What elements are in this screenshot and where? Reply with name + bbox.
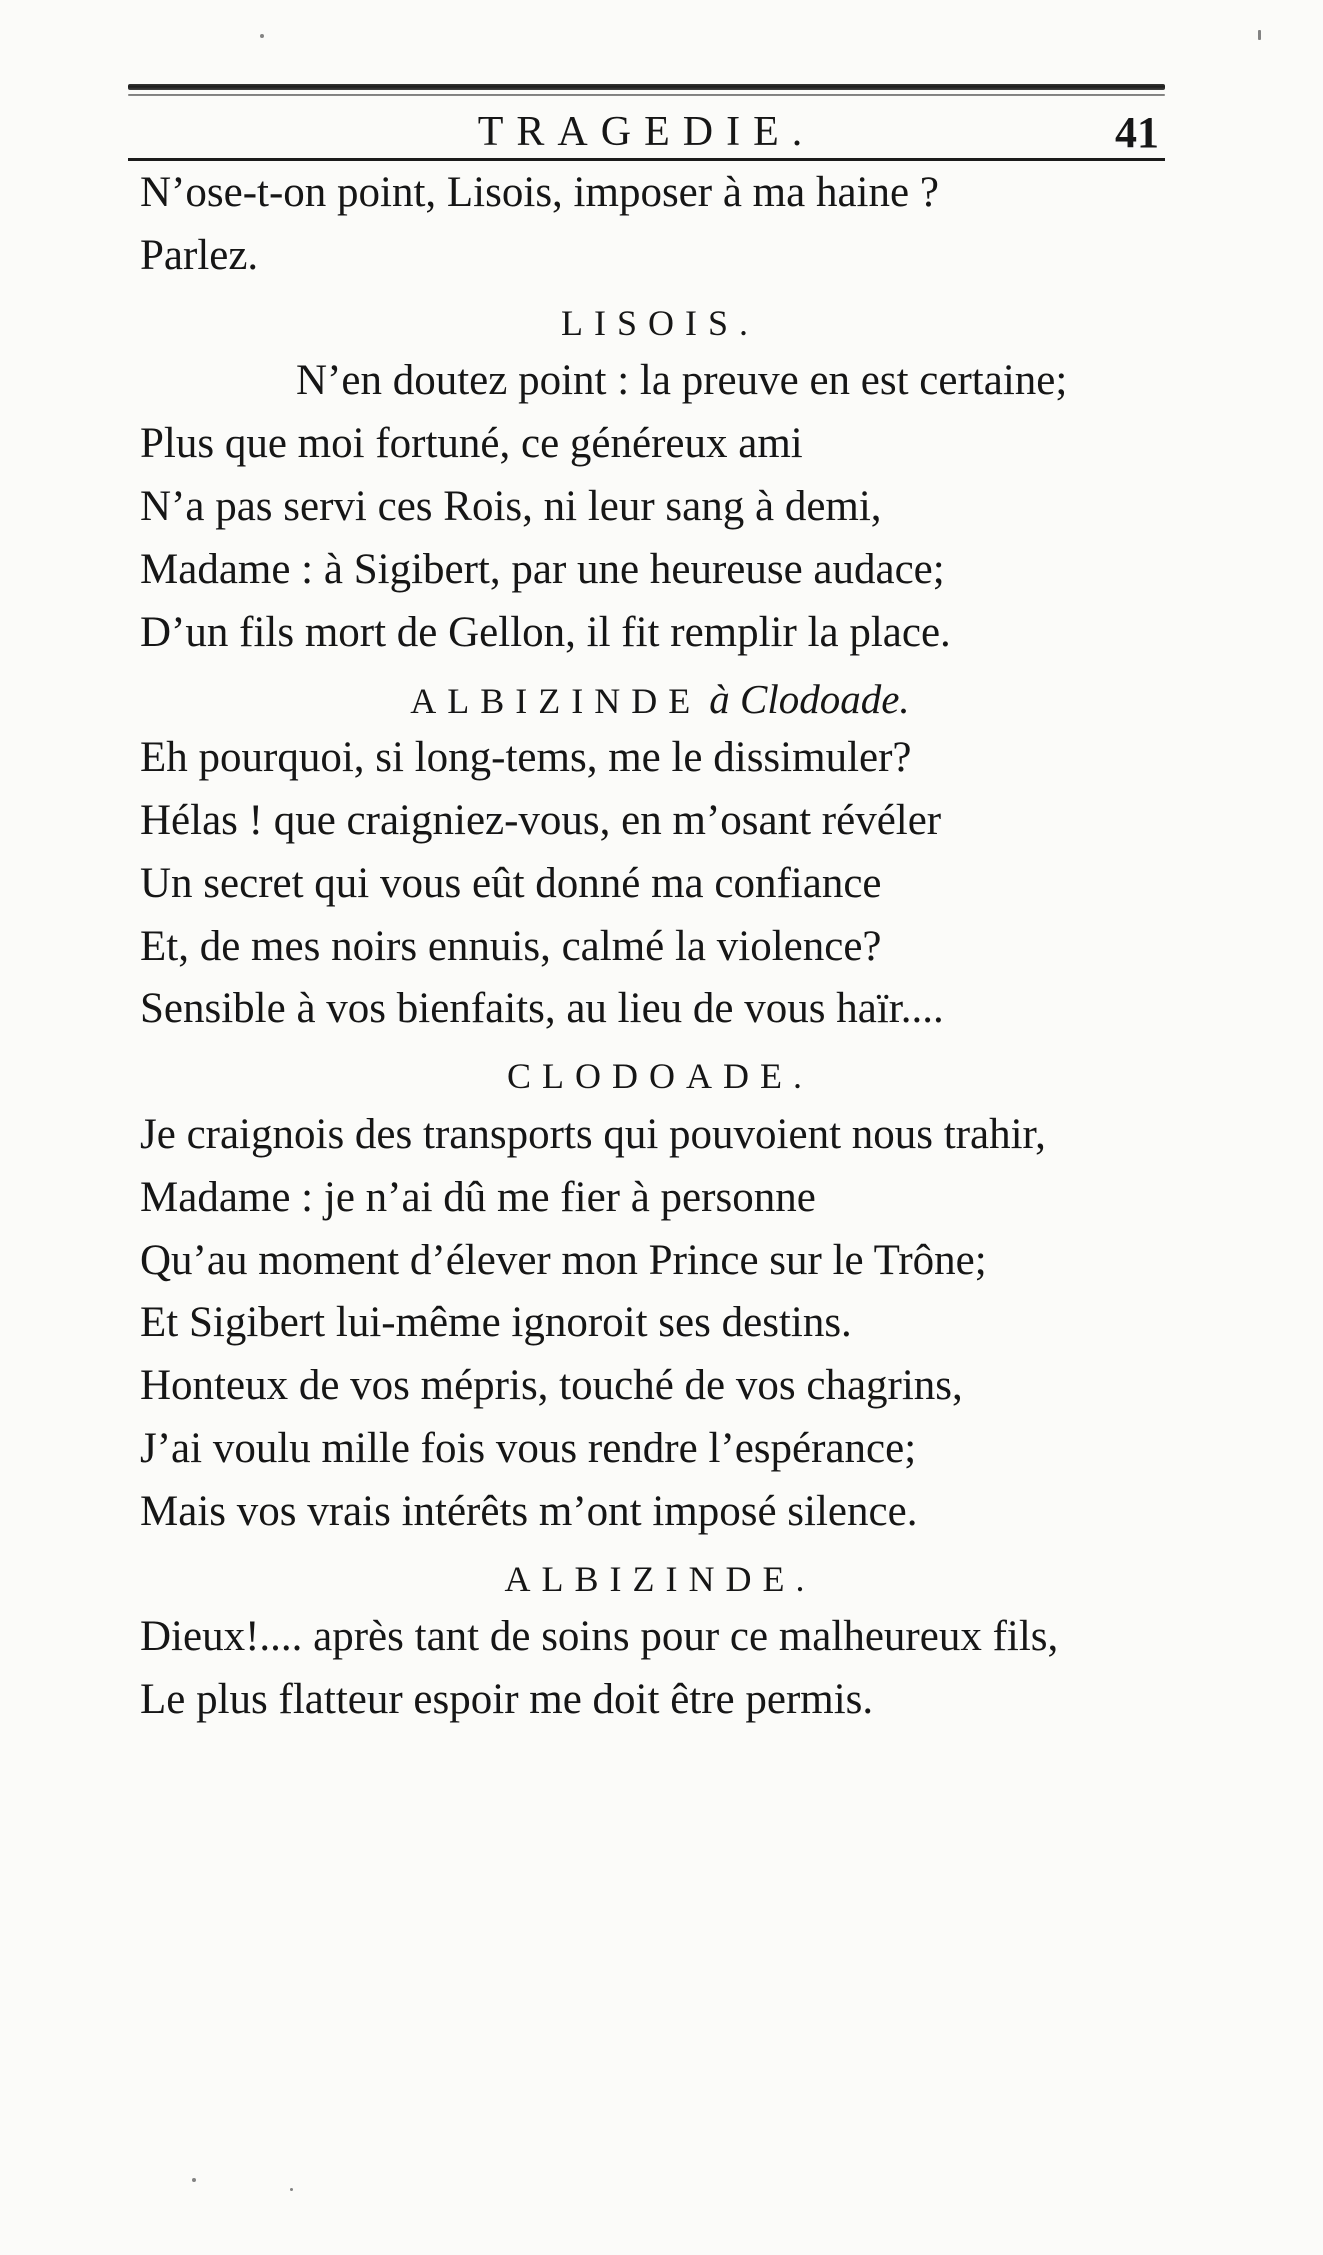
- speaker-name: ALBIZINDE.: [504, 1558, 816, 1599]
- ink-speck: [260, 34, 264, 38]
- verse-line: Sensible à vos bienfaits, au lieu de vous haïr....: [140, 985, 944, 1033]
- verse-line: Parlez.: [140, 231, 259, 279]
- ink-speck: [1258, 30, 1261, 40]
- page-header: [128, 103, 1165, 161]
- verse-line: N’en doutez point : la preuve en est certaine;: [296, 357, 1068, 405]
- verse-line: Mais vos vrais intérêts m’ont imposé silence.: [140, 1487, 918, 1535]
- verse-line: Eh pourquoi, si long-tems, me le dissimuler?: [140, 734, 912, 782]
- verse-line: Hélas ! que craigniez-vous, en m’osant révéler: [140, 796, 942, 844]
- verse-line: Qu’au moment d’élever mon Prince sur le Trône;: [140, 1236, 987, 1284]
- page-number: 41: [1115, 108, 1159, 157]
- verse-line: Et Sigibert lui-même ignoroit ses destins.: [140, 1299, 852, 1347]
- verse-line: N’a pas servi ces Rois, ni leur sang à demi,: [140, 482, 882, 530]
- ink-speck: [290, 2188, 293, 2191]
- speaker-name: CLODOADE.: [507, 1056, 813, 1097]
- speaker-name: ALBIZINDE: [410, 681, 702, 722]
- top-border-rule-thin: [128, 94, 1165, 96]
- running-title: TRAGEDIE.: [477, 109, 816, 155]
- speaker-name: LISOIS.: [560, 302, 759, 343]
- header-rule: [128, 158, 1165, 161]
- verse-line: Madame : à Sigibert, par une heureuse audace;: [140, 545, 945, 593]
- verse-line: Honteux de vos mépris, touché de vos chagrins,: [140, 1362, 963, 1410]
- verse-line: Et, de mes noirs ennuis, calmé la violence?: [140, 922, 882, 970]
- stage-direction: à Clodoade.: [709, 676, 910, 723]
- verse-line: Madame : je n’ai dû me fier à personne: [140, 1173, 816, 1221]
- play-text: [140, 162, 1180, 1732]
- verse-line: Un secret qui vous eût donné ma confiance: [140, 859, 882, 907]
- verse-line: Le plus flatteur espoir me doit être permis.: [140, 1676, 874, 1724]
- verse-line: N’ose-t-on point, Lisois, imposer à ma haine ?: [140, 169, 939, 216]
- verse-line: Plus que moi fortuné, ce généreux ami: [140, 420, 803, 468]
- verse-line: J’ai voulu mille fois vous rendre l’espérance;: [140, 1424, 917, 1472]
- verse-line: Dieux!.... après tant de soins pour ce malheureux fils,: [140, 1613, 1059, 1661]
- top-border-rule: [128, 84, 1165, 90]
- verse-line: Je craignois des transports qui pouvoient nous trahir,: [140, 1110, 1046, 1158]
- verse-line: D’un fils mort de Gellon, il fit remplir la place.: [140, 608, 951, 656]
- speaker-heading: [140, 664, 1180, 727]
- ink-speck: [192, 2178, 196, 2182]
